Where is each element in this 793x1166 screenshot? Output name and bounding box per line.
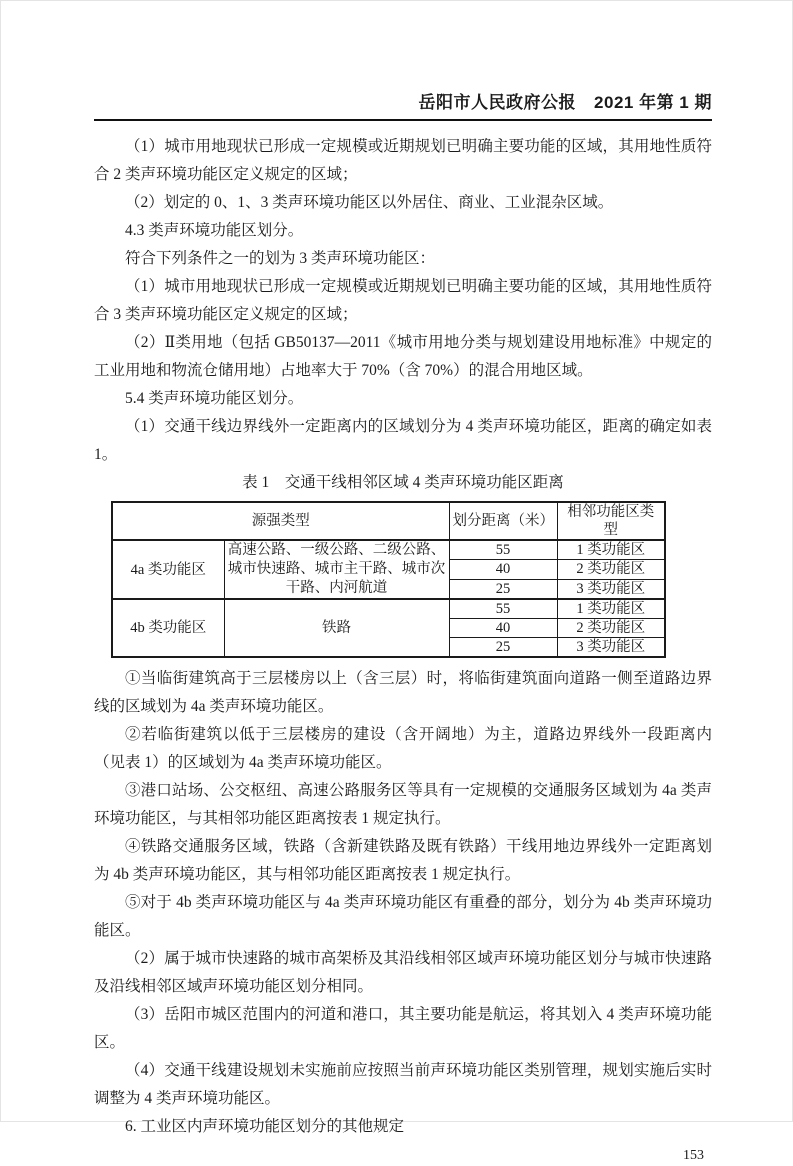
page-body bbox=[1, 1, 792, 1166]
gazette-issue: 2021 年第 1 期 bbox=[594, 93, 712, 112]
gazette-title: 岳阳市人民政府公报 bbox=[418, 93, 577, 112]
paragraph: ⑤对于 4b 类声环境功能区与 4a 类声环境功能区有重叠的部分，划分为 4b 类声环境功能区。 bbox=[94, 894, 712, 939]
paragraph: ③港口站场、公交枢纽、高速公路服务区等具有一定规模的交通服务区域划为 4a 类声环境功能区，与其相邻功能区距离按表 1 规定执行。 bbox=[94, 782, 712, 827]
paragraph: 符合下列条件之一的划为 3 类声环境功能区： bbox=[125, 250, 436, 267]
paragraph: （1）城市用地现状已形成一定规模或近期规划已明确主要功能的区域，其用地性质符合 2 类声环境功能区定义规定的区域； bbox=[94, 138, 712, 183]
adjacent-zone-cell: 1 类功能区 bbox=[557, 540, 665, 560]
paragraph: ①当临街建筑高于三层楼房以上（含三层）时，将临街建筑面向道路一侧至道路边界线的区域划为 4a 类声环境功能区。 bbox=[94, 670, 712, 715]
table-body bbox=[112, 540, 665, 657]
paragraph: ②若临街建筑以低于三层楼房的建设（含开阔地）为主，道路边界线外一段距离内（见表 1）的区域划为 4a 类声环境功能区。 bbox=[94, 726, 712, 771]
page-number: 153 bbox=[683, 1148, 704, 1163]
table-row bbox=[112, 599, 665, 619]
paragraphs-after-table bbox=[94, 665, 712, 1141]
paragraph: （1）城市用地现状已形成一定规模或近期规划已明确主要功能的区域，其用地性质符合 3 类声环境功能区定义规定的区域； bbox=[94, 278, 712, 323]
column-header-source-type: 源强类型 bbox=[112, 502, 449, 540]
distance-cell: 40 bbox=[449, 560, 557, 579]
adjacent-zone-cell: 3 类功能区 bbox=[557, 579, 665, 599]
distance-cell: 40 bbox=[449, 619, 557, 638]
paragraph: （2）划定的 0、1、3 类声环境功能区以外居住、商业、工业混杂区域。 bbox=[125, 194, 614, 211]
paragraph: 6. 工业区内声环境功能区划分的其他规定 bbox=[125, 1118, 405, 1135]
source-type-cell: 铁路 bbox=[224, 599, 449, 657]
table-row bbox=[112, 540, 665, 560]
document-content bbox=[94, 133, 712, 1141]
paragraphs-before-table bbox=[94, 133, 712, 469]
paragraph: 5.4 类声环境功能区划分。 bbox=[125, 390, 304, 407]
table-caption: 表 1 交通干线相邻区域 4 类声环境功能区距离 bbox=[242, 474, 564, 491]
paragraph: （1）交通干线边界线外一定距离内的区域划分为 4 类声环境功能区，距离的确定如表 1。 bbox=[94, 418, 712, 463]
paragraph: （2）属于城市快速路的城市高架桥及其沿线相邻区域声环境功能区划分与城市快速路及沿线相邻区域声环境功能区划分相同。 bbox=[94, 950, 712, 995]
distance-cell: 25 bbox=[449, 638, 557, 658]
zone-cell: 4b 类功能区 bbox=[112, 599, 224, 657]
paragraph: 4.3 类声环境功能区划分。 bbox=[125, 222, 304, 239]
adjacent-zone-cell: 2 类功能区 bbox=[557, 560, 665, 579]
distance-cell: 25 bbox=[449, 579, 557, 599]
adjacent-zone-cell: 3 类功能区 bbox=[557, 638, 665, 658]
header-rule bbox=[94, 119, 712, 121]
distance-cell: 55 bbox=[449, 599, 557, 619]
column-header-adjacent-zone: 相邻功能区类型 bbox=[557, 502, 665, 540]
table-header-row bbox=[112, 502, 665, 540]
source-type-cell: 高速公路、一级公路、二级公路、城市快速路、城市主干路、城市次干路、内河航道 bbox=[224, 540, 449, 599]
paragraph: （3）岳阳市城区范围内的河道和港口，其主要功能是航运，将其划入 4 类声环境功能区。 bbox=[94, 1006, 712, 1051]
adjacent-zone-cell: 2 类功能区 bbox=[557, 619, 665, 638]
adjacent-zone-cell: 1 类功能区 bbox=[557, 599, 665, 619]
distance-table bbox=[111, 501, 666, 658]
page-header bbox=[94, 93, 712, 113]
paragraph: ④铁路交通服务区域，铁路（含新建铁路及既有铁路）干线用地边界线外一定距离划为 4b 类声环境功能区，其与相邻功能区距离按表 1 规定执行。 bbox=[94, 838, 712, 883]
distance-cell: 55 bbox=[449, 540, 557, 560]
column-header-distance: 划分距离（米） bbox=[449, 502, 557, 540]
paragraph: （4）交通干线建设规划未实施前应按照当前声环境功能区类别管理，规划实施后实时调整为 4 类声环境功能区。 bbox=[94, 1062, 712, 1107]
zone-cell: 4a 类功能区 bbox=[112, 540, 224, 599]
paragraph: （2）Ⅱ类用地（包括 GB50137—2011《城市用地分类与规划建设用地标准》中规定的工业用地和物流仓储用地）占地率大于 70%（含 70%）的混合用地区域。 bbox=[94, 334, 712, 379]
